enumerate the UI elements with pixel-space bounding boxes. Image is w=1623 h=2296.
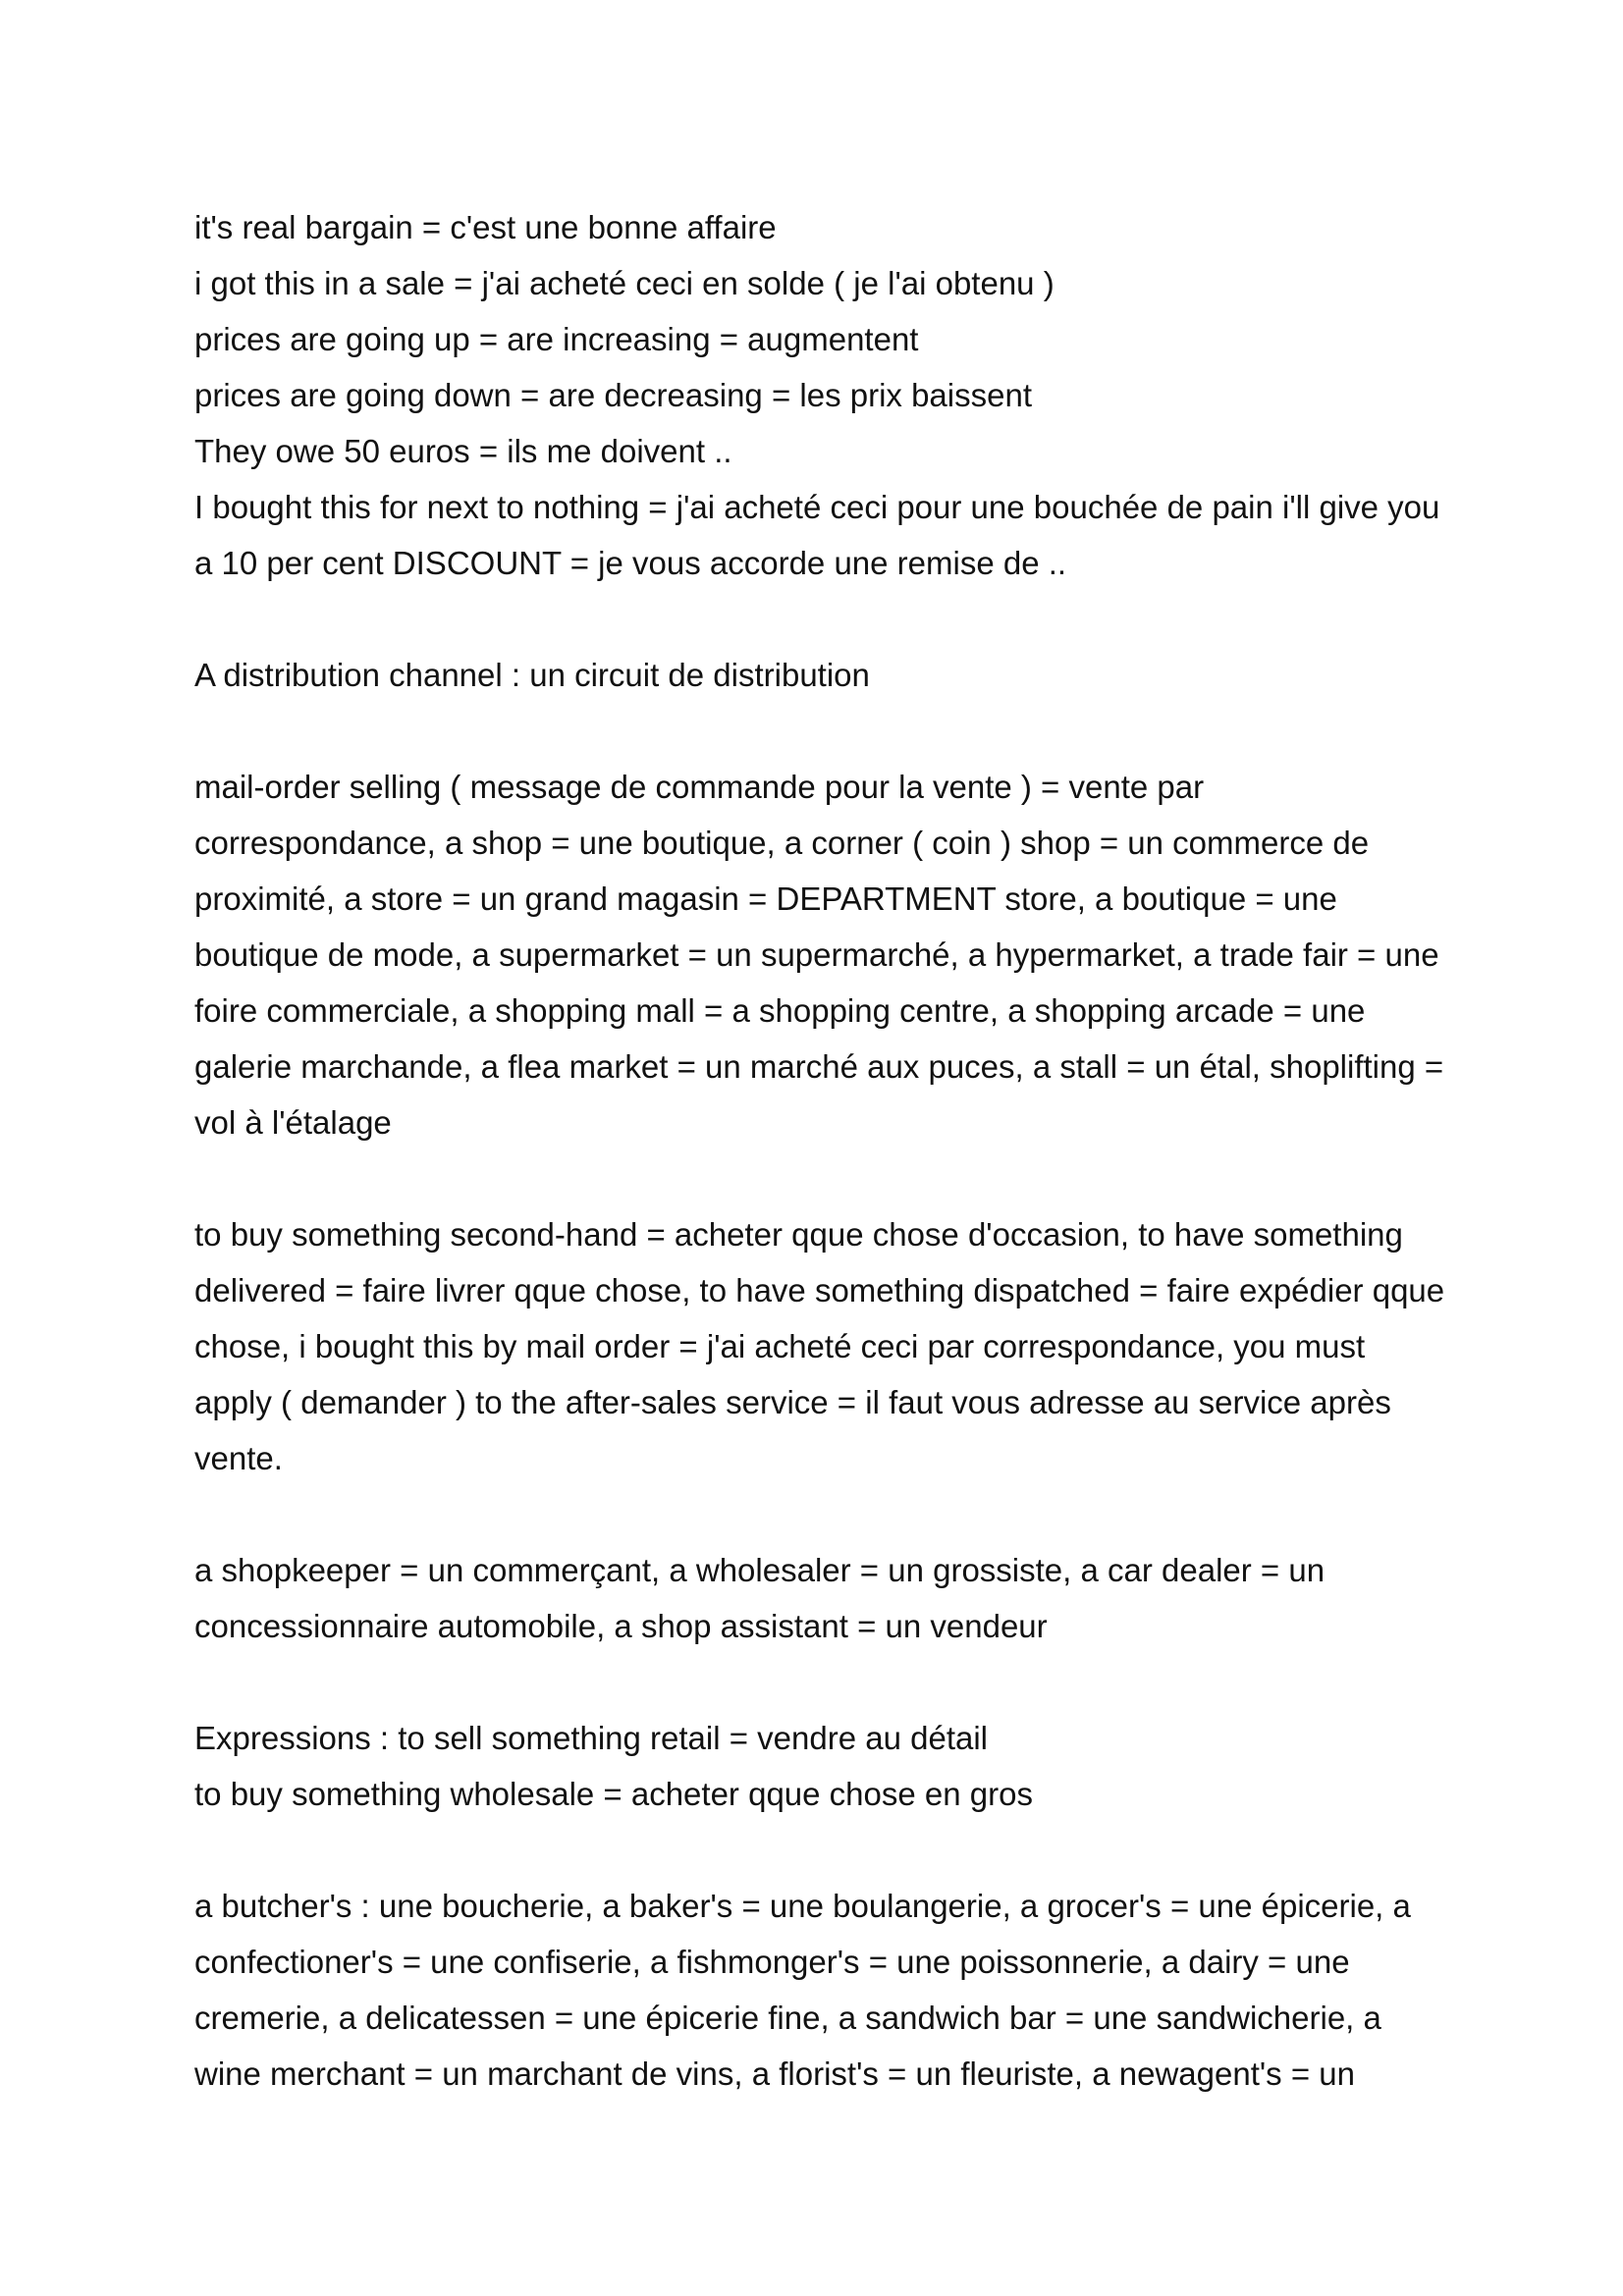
paragraph-gap — [194, 1150, 1451, 1206]
text-line: it's real bargain = c'est une bonne affaire — [194, 209, 777, 245]
text-line: a shopkeeper = un commerçant, a wholesaler = un grossiste, a car dealer = un — [194, 1552, 1325, 1588]
paragraph-gap — [194, 1654, 1451, 1710]
text-line: i got this in a sale = j'ai acheté ceci en solde ( je l'ai obtenu ) — [194, 265, 1055, 301]
paragraph-traders — [194, 1542, 1451, 1654]
text-line: I bought this for next to nothing = j'ai acheté ceci pour une bouchée de pain i'll give you — [194, 489, 1440, 525]
paragraph-expressions — [194, 1710, 1451, 1822]
paragraph-shopping-phrases — [194, 199, 1451, 591]
text-line: proximité, a store = un grand magasin = DEPARTMENT store, a boutique = une — [194, 881, 1337, 917]
text-line: galerie marchande, a flea market = un marché aux puces, a stall = un étal, shoplifting = — [194, 1048, 1444, 1085]
paragraph-gap — [194, 591, 1451, 647]
text-line: apply ( demander ) to the after-sales service = il faut vous adresse au service après — [194, 1384, 1391, 1420]
text-line: A distribution channel : un circuit de distribution — [194, 657, 870, 693]
text-line: concessionnaire automobile, a shop assistant = un vendeur — [194, 1608, 1048, 1644]
paragraph-gap — [194, 1486, 1451, 1542]
paragraph-distribution-channel — [194, 647, 1451, 703]
text-line: They owe 50 euros = ils me doivent .. — [194, 433, 732, 469]
paragraph-shop-types — [194, 759, 1451, 1150]
paragraph-food-shops — [194, 1878, 1451, 2102]
text-line: vente. — [194, 1440, 283, 1476]
text-line: a 10 per cent DISCOUNT = je vous accorde une remise de .. — [194, 545, 1067, 581]
text-line: chose, i bought this by mail order = j'ai acheté ceci par correspondance, you must — [194, 1328, 1366, 1364]
text-line: to buy something wholesale = acheter qque chose en gros — [194, 1776, 1033, 1812]
text-line: cremerie, a delicatessen = une épicerie fine, a sandwich bar = une sandwicherie, a — [194, 2000, 1381, 2036]
text-line: mail-order selling ( message de commande pour la vente ) = vente par — [194, 769, 1205, 805]
text-line: confectioner's = une confiserie, a fishmonger's = une poissonnerie, a dairy = une — [194, 1944, 1350, 1980]
text-line: boutique de mode, a supermarket = un supermarché, a hypermarket, a trade fair = une — [194, 936, 1439, 973]
text-line: vol à l'étalage — [194, 1104, 392, 1141]
text-line: wine merchant = un marchant de vins, a florist's = un fleuriste, a newagent's = un — [194, 2056, 1355, 2092]
text-line: prices are going up = are increasing = augmentent — [194, 321, 919, 357]
text-line: prices are going down = are decreasing = les prix baissent — [194, 377, 1032, 413]
text-line: correspondance, a shop = une boutique, a corner ( coin ) shop = un commerce de — [194, 825, 1370, 861]
paragraph-gap — [194, 1822, 1451, 1878]
document-body — [194, 199, 1451, 2102]
paragraph-gap — [194, 703, 1451, 759]
text-line: foire commerciale, a shopping mall = a shopping centre, a shopping arcade = une — [194, 992, 1366, 1029]
paragraph-buying-phrases — [194, 1206, 1451, 1486]
text-line: delivered = faire livrer qque chose, to have something dispatched = faire expédier qque — [194, 1272, 1445, 1308]
text-line: Expressions : to sell something retail = vendre au détail — [194, 1720, 989, 1756]
text-line: to buy something second-hand = acheter qque chose d'occasion, to have something — [194, 1216, 1403, 1253]
text-line: a butcher's : une boucherie, a baker's = une boulangerie, a grocer's = une épicerie, a — [194, 1888, 1411, 1924]
